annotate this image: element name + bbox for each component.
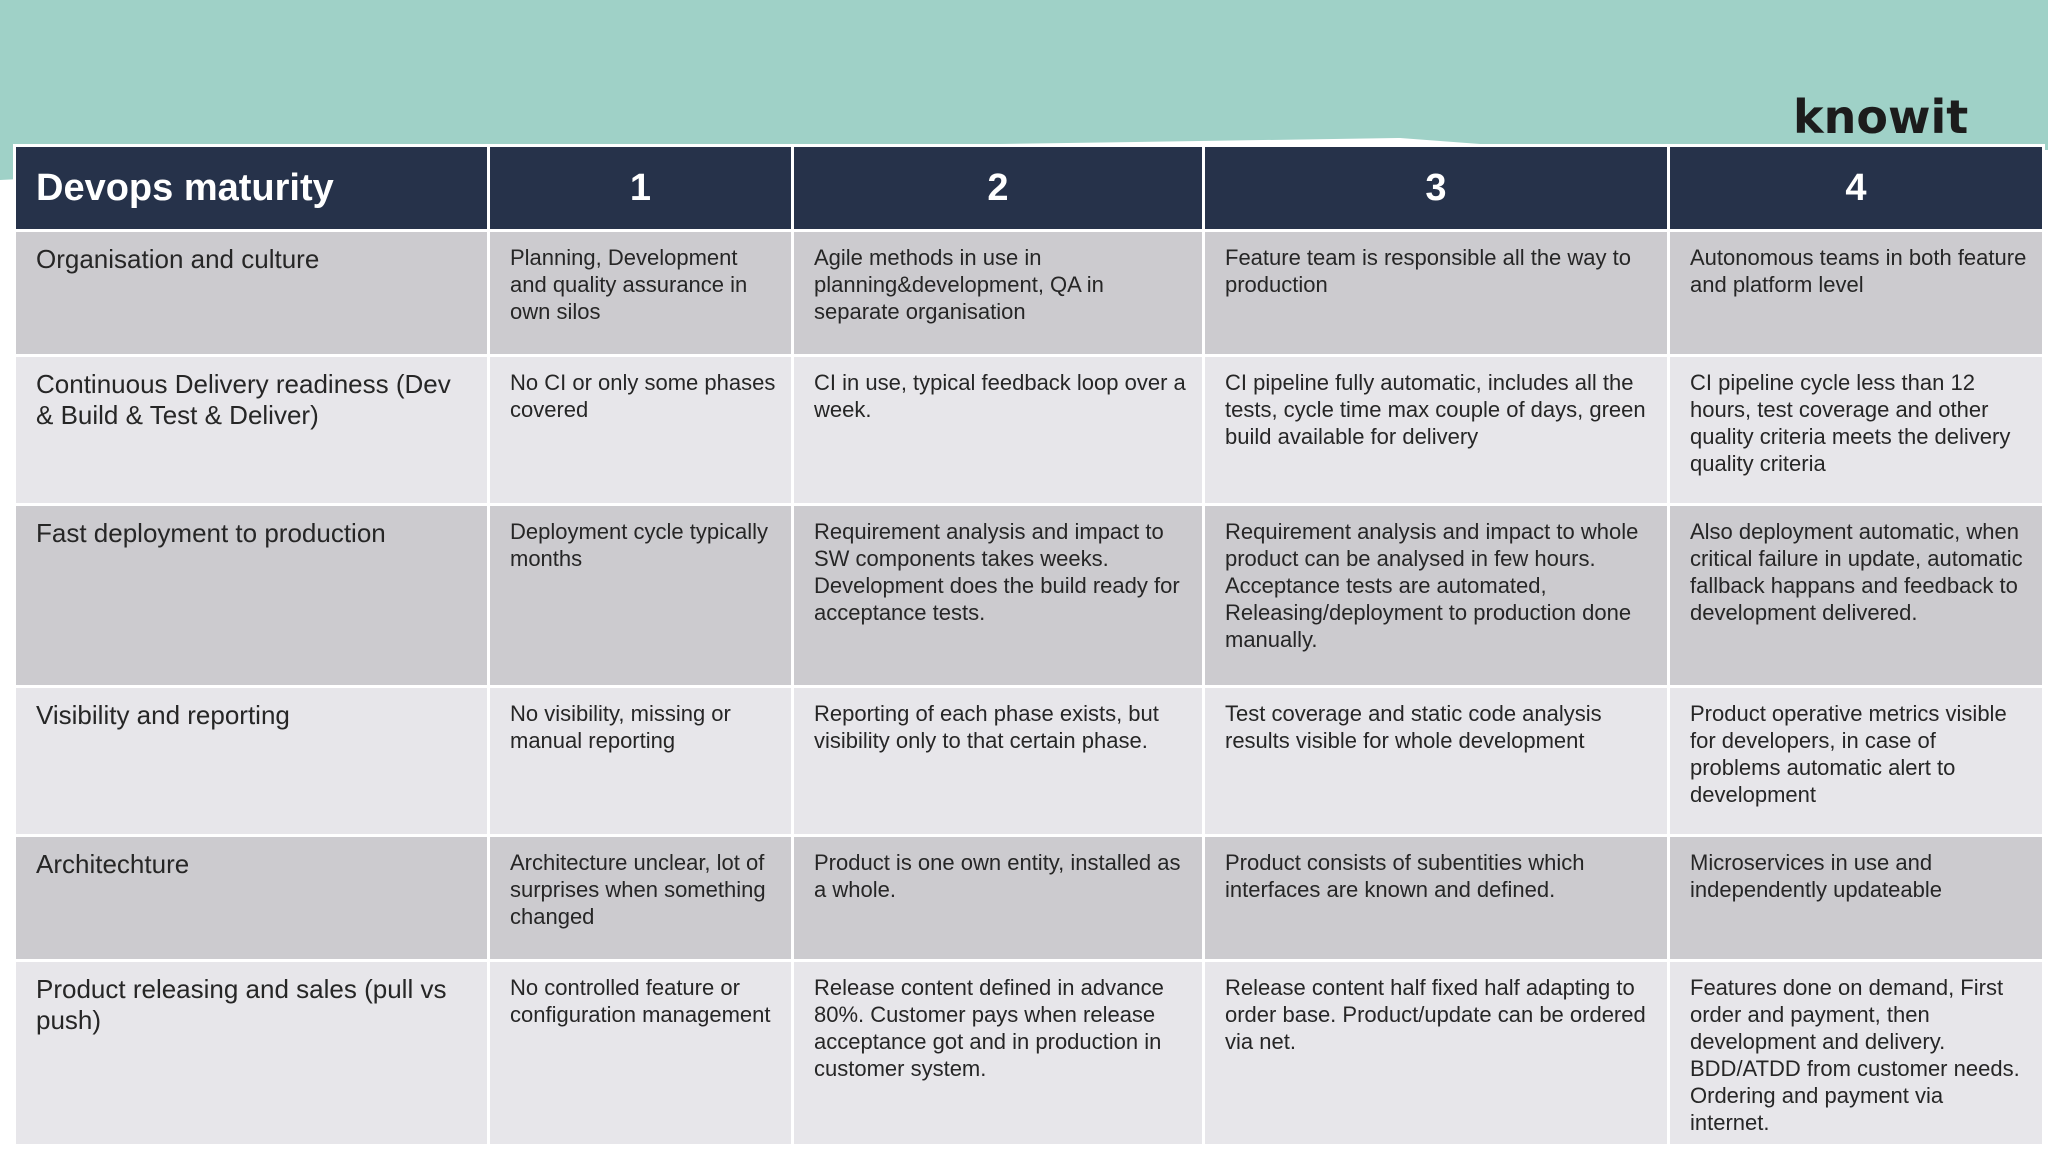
header-level-3: 3 <box>1204 146 1669 231</box>
level-cell: Deployment cycle typically months <box>489 505 793 687</box>
row-aspect: Continuous Delivery readiness (Dev & Build & Test & Deliver) <box>15 356 489 505</box>
row-aspect: Architechture <box>15 836 489 961</box>
header-level-4: 4 <box>1669 146 2044 231</box>
header-level-1: 1 <box>489 146 793 231</box>
table-row <box>15 687 2044 836</box>
level-cell: Reporting of each phase exists, but visibility only to that certain phase. <box>793 687 1204 836</box>
table-row <box>15 836 2044 961</box>
level-cell: Requirement analysis and impact to SW components takes weeks. Development does the build ready for acceptance tests. <box>793 505 1204 687</box>
level-cell: Features done on demand, First order and payment, then development and delivery. BDD/ATDD from customer needs. Ordering and payment via internet. <box>1669 961 2044 1146</box>
header-row <box>15 146 2044 231</box>
level-cell: No visibility, missing or manual reporting <box>489 687 793 836</box>
level-cell: Product is one own entity, installed as a whole. <box>793 836 1204 961</box>
level-cell: Microservices in use and independently updateable <box>1669 836 2044 961</box>
row-aspect: Visibility and reporting <box>15 687 489 836</box>
level-cell: Autonomous teams in both feature and platform level <box>1669 231 2044 356</box>
header-level-2: 2 <box>793 146 1204 231</box>
level-cell: Feature team is responsible all the way to production <box>1204 231 1669 356</box>
level-cell: Product consists of subentities which interfaces are known and defined. <box>1204 836 1669 961</box>
table-row <box>15 961 2044 1146</box>
row-aspect: Fast deployment to production <box>15 505 489 687</box>
level-cell: Release content defined in advance 80%. Customer pays when release acceptance got and in production in customer system. <box>793 961 1204 1146</box>
level-cell: No controlled feature or configuration management <box>489 961 793 1146</box>
knowit-logo: knowit <box>1793 90 1969 144</box>
table-row <box>15 505 2044 687</box>
row-aspect: Product releasing and sales (pull vs push) <box>15 961 489 1146</box>
level-cell: Product operative metrics visible for developers, in case of problems automatic alert to development <box>1669 687 2044 836</box>
level-cell: CI pipeline fully automatic, includes all the tests, cycle time max couple of days, green build available for delivery <box>1204 356 1669 505</box>
level-cell: Requirement analysis and impact to whole product can be analysed in few hours. Acceptance tests are automated, Releasing/deployment to production done manually. <box>1204 505 1669 687</box>
level-cell: Agile methods in use in planning&development, QA in separate organisation <box>793 231 1204 356</box>
level-cell: Planning, Development and quality assurance in own silos <box>489 231 793 356</box>
devops-maturity-table <box>13 144 2045 1147</box>
row-aspect: Organisation and culture <box>15 231 489 356</box>
level-cell: Architecture unclear, lot of surprises when something changed <box>489 836 793 961</box>
level-cell: No CI or only some phases covered <box>489 356 793 505</box>
table-row <box>15 356 2044 505</box>
table-row <box>15 231 2044 356</box>
level-cell: Test coverage and static code analysis results visible for whole development <box>1204 687 1669 836</box>
level-cell: Also deployment automatic, when critical failure in update, automatic fallback happans and feedback to development delivered. <box>1669 505 2044 687</box>
level-cell: CI in use, typical feedback loop over a week. <box>793 356 1204 505</box>
level-cell: Release content half fixed half adapting to order base. Product/update can be ordered via net. <box>1204 961 1669 1146</box>
header-title: Devops maturity <box>15 146 489 231</box>
level-cell: CI pipeline cycle less than 12 hours, test coverage and other quality criteria meets the delivery quality criteria <box>1669 356 2044 505</box>
